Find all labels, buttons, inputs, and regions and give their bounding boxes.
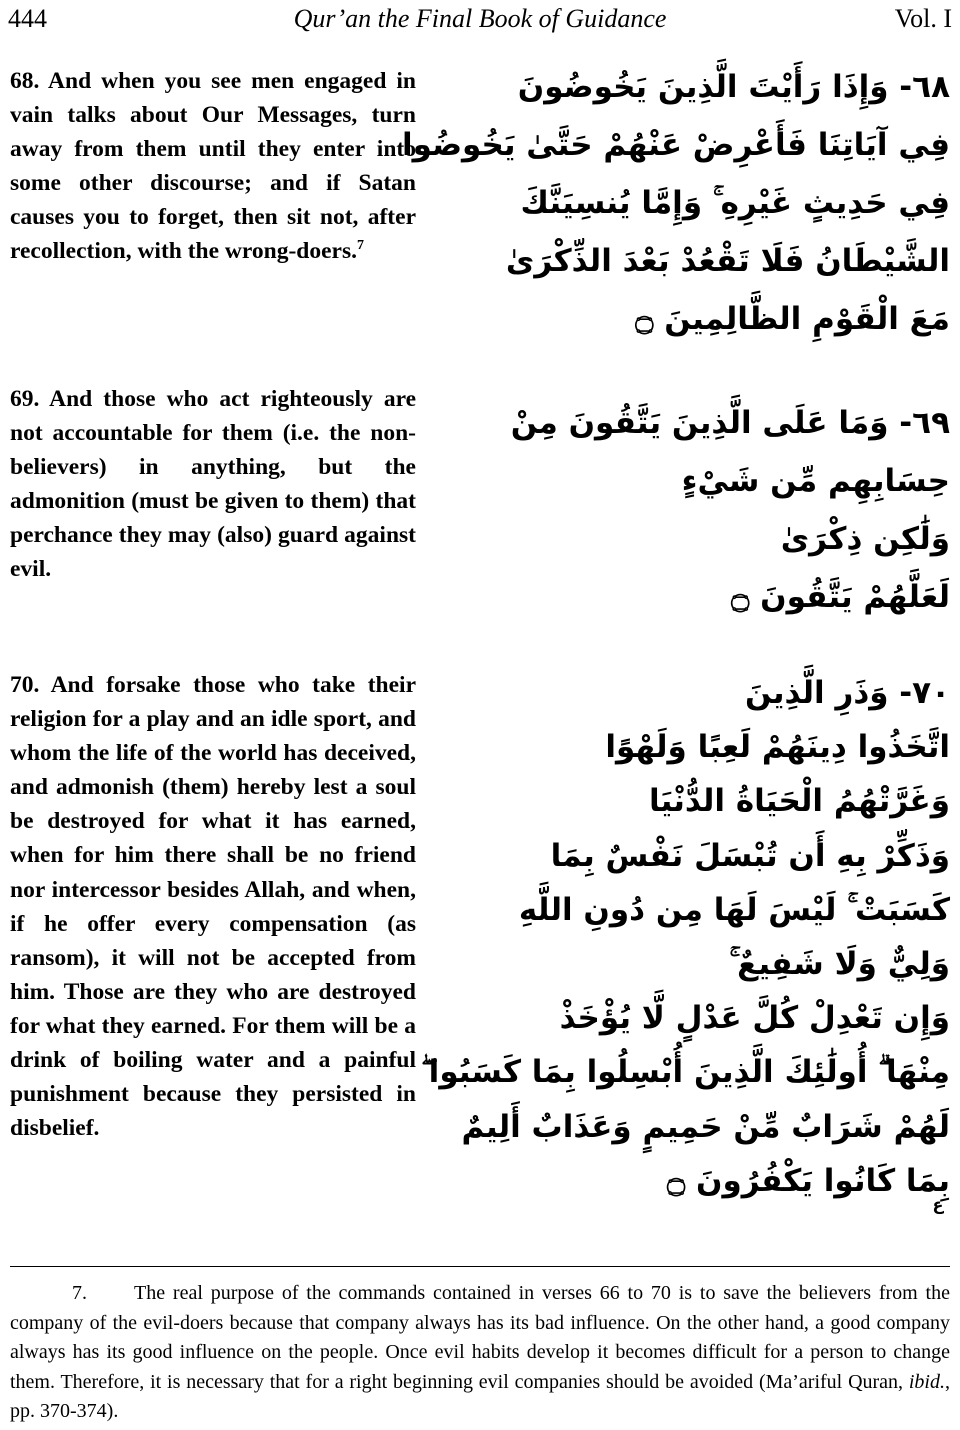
arabic-line: وَغَرَّتْهُمُ الْحَيَاةُ الدُّنْيَا [648,783,950,820]
arabic-line: ٦٨- وَإِذَا رَأَيْتَ الَّذِينَ يَخُوضُونَ [517,69,950,105]
page-number: 444 [8,4,47,33]
arabic-line: فِي حَدِيثٍ غَيْرِهِ ۚ وَإِمَّا يُنسِيَنَّكَ [520,185,950,221]
verse-68-translation [10,64,416,269]
arabic-line: لَهُمْ شَرَابٌ مِّنْ حَمِيمٍ وَعَذَابٌ أَلِيمٌ [461,1108,950,1145]
footnote-reference[interactable]: 7 [357,238,365,254]
arabic-line: وَلَٰكِن ذِكْرَىٰ [780,521,950,557]
footnote-number: 7. [72,1282,87,1304]
arabic-line: مَعَ الْقَوْمِ الظَّالِمِينَ ۝ [635,301,950,337]
arabic-line: لَعَلَّهُمْ يَتَّقُونَ ۝ [731,579,950,615]
verse-69-arabic [440,394,950,626]
arabic-line: بِمَا كَانُوا يَكْفُرُونَ ۝ [667,1162,950,1199]
verse-68-text: 68. And when you see men engaged in vain talks about Our Messages, turn away from them until they enter into some other discourse; and if Satan causes you to forget, then sit not, after recollection, with the wrong-doers. [10,68,416,265]
verse-68-arabic [402,58,950,348]
footnote-text-part2: , pp. 370-374). [10,1370,950,1422]
arabic-line: اتَّخَذُوا دِينَهُمْ لَعِبًا وَلَهْوًا [605,729,950,766]
arabic-line: وَإِن تَعْدِلْ كُلَّ عَدْلٍ لَّا يُؤْخَذْ [559,1000,950,1037]
arabic-line: فِي آيَاتِنَا فَأَعْرِضْ عَنْهُمْ حَتَّىٰ يَخُوضُوا [402,127,950,163]
volume-label: Vol. I [894,4,952,33]
footnote-divider [10,1266,950,1267]
running-title: Qur’an the Final Book of Guidance [293,4,667,33]
arabic-line: ٧٠- وَذَرِ الَّذِينَ [744,675,950,711]
verse-69-translation: 69. And those who act righteously are not accountable for them (i.e. the non-believers) in anything, but the admonition (must be given to them) that perchance they may (also) guard against evil. [10,386,416,583]
footnote-number-wrap [10,1279,134,1309]
ruku-marker: ع [932,1195,944,1214]
arabic-line: حِسَابِهِم مِّن شَيْءٍ [681,463,950,499]
footnote [10,1279,950,1427]
verse-70-arabic [420,666,950,1208]
arabic-line: مِنْهَا ۗ أُولَٰئِكَ الَّذِينَ أُبْسِلُوا بِمَا كَسَبُوا ۖ [420,1054,950,1091]
page-header [8,4,952,38]
arabic-line: كَسَبَتْ ۚ لَيْسَ لَهَا مِن دُونِ اللَّهِ [518,891,950,928]
footnote-text-part1: The real purpose of the commands contained in verses 66 to 70 is to save the believers from the company of the evil-doers because that company always has its bad influence. On the other hand, a good company always has its good influence on the people. Once evil habits develop it becomes difficult for a person to change them. Therefore, it is necessary that for a right beginning evil companies should be avoided (Ma’ariful Quran, [10,1282,950,1393]
arabic-line: ٦٩- وَمَا عَلَى الَّذِينَ يَتَّقُونَ مِنْ [510,405,950,441]
footnote-italic-ref: ibid. [908,1370,945,1393]
verse-70-translation: 70. And forsake those who take their religion for a play and an idle sport, and whom the life of the world has deceived, and admonish (them) hereby lest a soul be destroyed for what it has earned, when for him there shall be no friend nor intercessor besides Allah, and when, if he offer every compensation (as ransom), it will not be accepted from him. Those are they who are destroyed for what they earned. For them will be a drink of boiling water and a painful punishment because they persisted in disbelief. [10,672,416,1142]
arabic-line: وَذَكِّرْ بِهِ أَن تُبْسَلَ نَفْسٌ بِمَا [550,837,950,874]
arabic-line: الشَّيْطَانُ فَلَا تَقْعُدْ بَعْدَ الذِّكْرَىٰ [505,243,950,279]
arabic-line: وَلِيٌّ وَلَا شَفِيعٌ ۚ [729,946,950,983]
